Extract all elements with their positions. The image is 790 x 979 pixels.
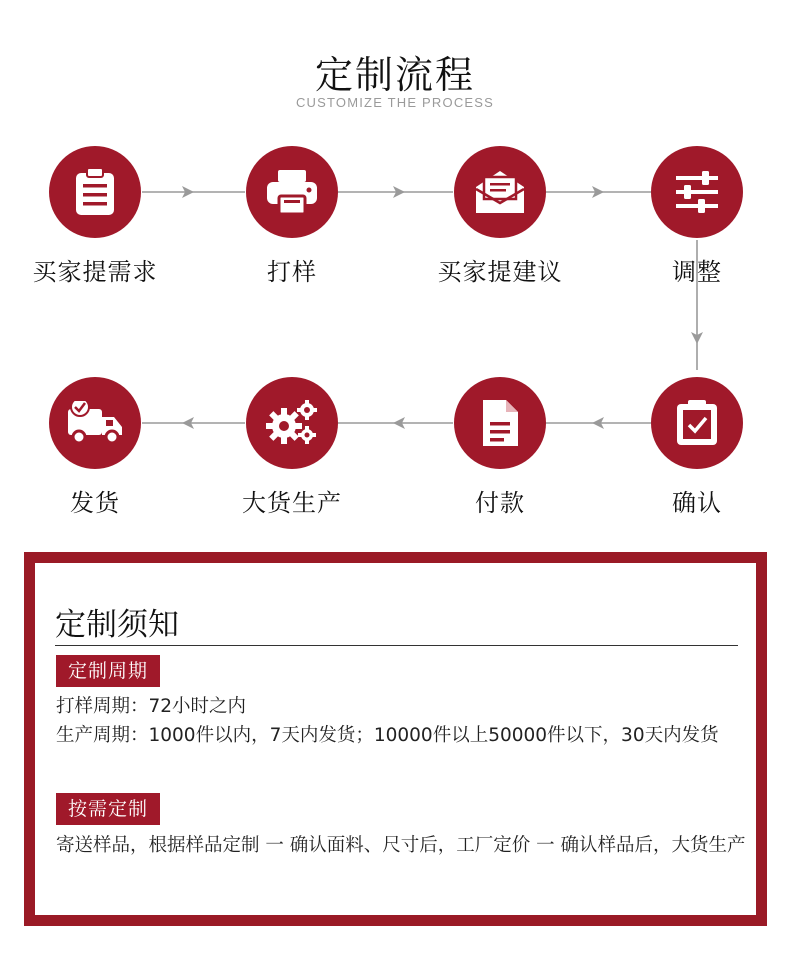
document-icon [480,398,520,448]
step-production [202,377,382,518]
clipboard-list-icon [72,167,118,217]
step-label: 买家提需求 [32,258,158,286]
step-circle [651,377,743,469]
step-circle [49,377,141,469]
step-circle [454,146,546,238]
step-circle [454,377,546,469]
step-shipping [5,377,185,518]
ondemand-text: 寄送样品，根据样品定制 一 确认面料、尺寸后，工厂定价 一 确认样品后，大货生产 [56,835,746,856]
printer-icon [265,168,319,216]
step-label: 大货生产 [242,489,342,517]
step-suggest [410,146,590,287]
step-label: 调整 [672,258,722,286]
step-sample [202,146,382,287]
step-payment [410,377,590,518]
clipboard-check-icon [675,399,719,447]
envelope-icon [474,169,526,215]
step-circle [246,146,338,238]
step-request [5,146,185,287]
step-confirm [607,377,787,518]
step-adjust [607,146,787,287]
ondemand-tag: 按需定制 [56,793,160,825]
step-label: 打样 [267,258,317,286]
gears-icon [265,399,319,447]
step-circle [49,146,141,238]
cycle-sample-text: 打样周期：72小时之内 [56,696,247,717]
delivery-truck-icon [66,401,124,445]
step-label: 买家提建议 [437,258,563,286]
notice-content [35,563,756,915]
step-circle [246,377,338,469]
sliders-icon [674,170,720,214]
step-circle [651,146,743,238]
step-label: 付款 [475,489,525,517]
step-label: 确认 [672,489,722,517]
notice-panel [24,552,767,926]
step-label: 发货 [70,489,120,517]
cycle-tag: 定制周期 [56,655,160,687]
notice-divider [55,645,738,646]
cycle-production-text: 生产周期：1000件以内，7天内发货；10000件以上50000件以下，30天内发货 [56,725,719,746]
page-subtitle: CUSTOMIZE THE PROCESS [295,95,495,110]
notice-title: 定制须知 [55,607,179,643]
page-title: 定制流程 [314,53,475,97]
